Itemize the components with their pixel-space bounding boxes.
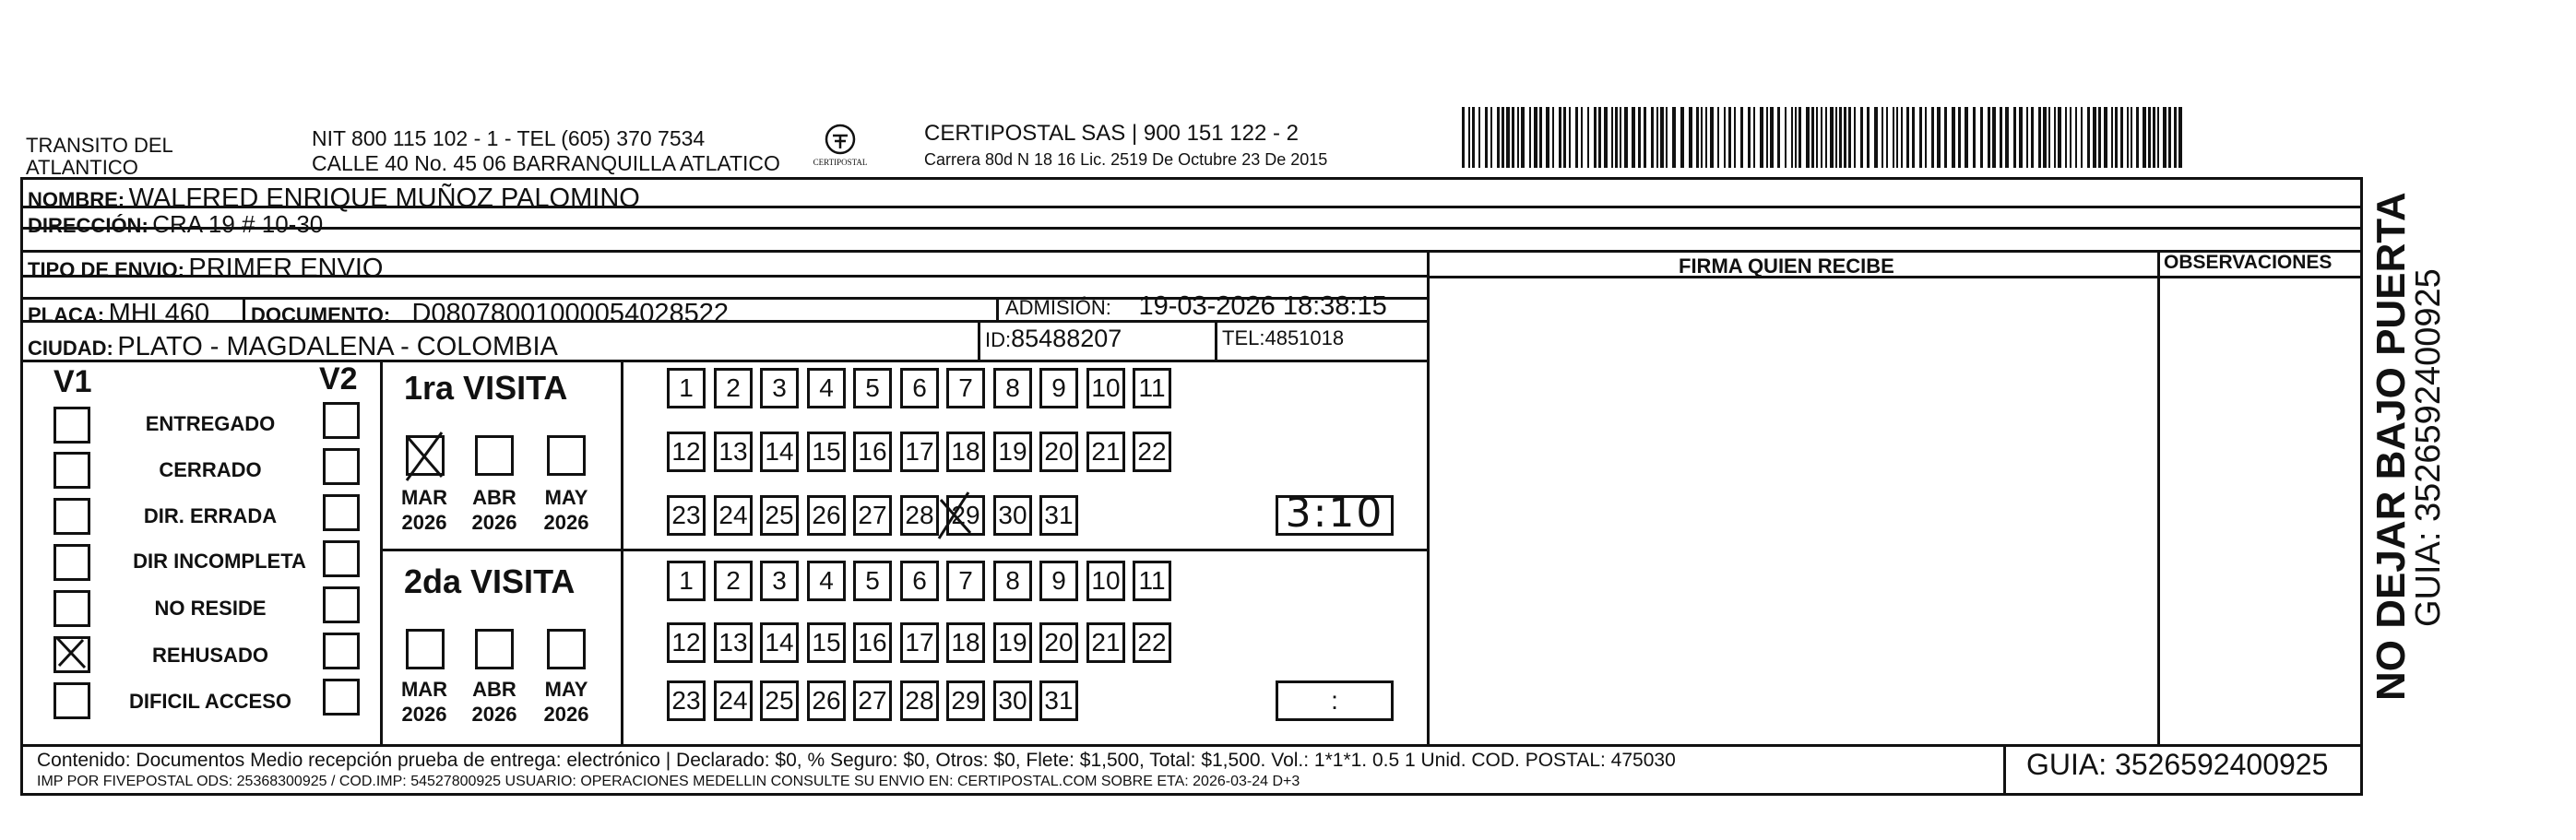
visit2-day-7[interactable]: 7 [946,561,985,601]
visit1-day-11[interactable]: 11 [1133,368,1171,408]
visit1-hour-field[interactable] [1276,490,1394,537]
visit2-day-2[interactable]: 2 [714,561,753,601]
footer-imp: IMP POR FIVEPOSTAL ODS: 25368300925 / COD.IMP: 54527800925 USUARIO: OPERACIONES MEDELLIN CONSULTE SU ENVIO EN: CERTIPOSTAL.COM SOBRE ETA: 2026-03-24 D+3 [37,774,1300,789]
org-name-line2: ATLANTICO [26,156,138,179]
visit2-day-1[interactable]: 1 [667,561,706,601]
visit2-day-20[interactable]: 20 [1039,622,1078,663]
visit2-title: 2da VISITA [404,562,576,600]
placa-label: PLACA: [28,303,105,326]
visit2-day-6[interactable]: 6 [900,561,939,601]
visit1-day-16[interactable]: 16 [853,432,892,472]
visit1-day-7[interactable]: 7 [946,368,985,408]
tipo-envio-label: TIPO DE ENVIO: [28,258,184,281]
visit1-day-10[interactable]: 10 [1086,368,1125,408]
visit2-month-abr-label: ABR 2026 [471,678,517,726]
visit2-day-19[interactable]: 19 [993,622,1032,663]
visit1-day-18[interactable]: 18 [946,432,985,472]
id-value: 85488207 [1011,325,1122,352]
visit1-day-27-cross-icon [932,487,976,542]
side-guia: GUIA: 3526592400925 [2409,268,2448,627]
visit2-day-26[interactable]: 26 [807,680,846,721]
status-dir-errada: DIR. ERRADA [143,504,278,527]
visit1-day-19[interactable]: 19 [993,432,1032,472]
visit1-day-31[interactable]: 31 [1039,495,1078,536]
documento-cell [251,299,729,329]
visit2-day-4[interactable]: 4 [807,561,846,601]
header-nit: NIT 800 115 102 - 1 - TEL (605) 370 7534 [312,126,706,150]
visit1-day-8[interactable]: 8 [993,368,1032,408]
header-company: CERTIPOSTAL SAS | 900 151 122 - 2 [924,121,1299,146]
visit2-day-11[interactable]: 11 [1133,561,1171,601]
visit1-day-6[interactable]: 6 [900,368,939,408]
visit2-hour-value: : [1331,686,1338,715]
visit2-day-10[interactable]: 10 [1086,561,1125,601]
status-entregado: ENTREGADO [145,412,276,435]
id-cell [985,325,1122,353]
visit2-day-24[interactable]: 24 [714,680,753,721]
visit1-day-25[interactable]: 25 [760,495,799,536]
visit1-day-3[interactable]: 3 [760,368,799,408]
visit2-day-21[interactable]: 21 [1086,622,1125,663]
visit1-hour-value: 3:10 [1285,490,1384,537]
visit1-day-13[interactable]: 13 [714,432,753,472]
org-name-line1: TRANSITO DEL [26,134,173,157]
visit1-day-17[interactable]: 17 [900,432,939,472]
visit2-day-25[interactable]: 25 [760,680,799,721]
visit1-day-5[interactable]: 5 [853,368,892,408]
footer-guia: GUIA: 3526592400925 [2026,748,2329,781]
side-warning: NO DEJAR BAJO PUERTA [2368,192,2414,701]
admision-cell [1005,291,1387,322]
visit2-day-28[interactable]: 28 [900,680,939,721]
visit2-day-17[interactable]: 17 [900,622,939,663]
visit1-month-may-label: MAY 2026 [543,486,589,534]
visit1-month-mar-label: MAR 2026 [400,486,448,534]
ciudad-label: CIUDAD: [28,337,113,360]
nombre-label: NOMBRE: [28,188,125,211]
barcode [1462,107,2183,168]
tel-value: 4851018 [1264,326,1345,349]
visit2-month-may-checkbox[interactable] [547,629,586,669]
v1-no-reside-checkbox[interactable] [53,590,90,627]
visit1-day-15[interactable]: 15 [807,432,846,472]
visit2-day-13[interactable]: 13 [714,622,753,663]
direccion-label: DIRECCIÓN: [28,214,148,237]
v1-label: V1 [53,364,92,399]
admision-label: ADMISIÓN: [1005,296,1111,319]
visit2-month-mar-checkbox[interactable] [406,629,445,669]
tipo-envio-row [28,254,383,284]
v1-dir-errada-checkbox[interactable] [53,498,90,535]
ciudad-row [28,332,558,362]
v1-rehusado-checkbox[interactable] [53,636,90,673]
visit1-month-mar-checkbox[interactable] [406,435,445,476]
visit2-month-abr-checkbox[interactable] [475,629,514,669]
visit1-month-may-checkbox[interactable] [547,435,586,476]
visit2-day-27[interactable]: 27 [853,680,892,721]
visit2-day-3[interactable]: 3 [760,561,799,601]
visit1-day-21[interactable]: 21 [1086,432,1125,472]
visit2-day-12[interactable]: 12 [667,622,706,663]
visit2-day-14[interactable]: 14 [760,622,799,663]
visit1-day-26[interactable]: 26 [807,495,846,536]
tel-label: TEL: [1222,326,1265,349]
status-dir-incompleta: DIR INCOMPLETA [133,550,306,573]
direccion-row [28,210,323,239]
visit2-day-22[interactable]: 22 [1133,622,1171,663]
tipo-envio-value: PRIMER ENVIO [188,254,384,283]
visit2-day-23[interactable]: 23 [667,680,706,721]
visit1-day-14[interactable]: 14 [760,432,799,472]
footer-contenido: Contenido: Documentos Medio recepción prueba de entrega: electrónico | Declarado: $0, % Seguro: $0, Otros: $0, Flete: $1,500, Total: $1,500. Vol.: 1*1*1. 0.5 1 Unid. COD. POSTAL: 475030 [37,750,1676,771]
placa-cell [28,299,209,329]
admision-value: 19-03-2026 18:38:15 [1138,291,1387,321]
visit1-day-24[interactable]: 24 [714,495,753,536]
check-mark-icon [401,425,457,484]
observaciones-label: OBSERVACIONES [2164,252,2333,273]
visit1-day-12[interactable]: 12 [667,432,706,472]
header-address: CALLE 40 No. 45 06 BARRANQUILLA ATLATICO [312,151,780,175]
id-label: ID: [985,328,1012,351]
visit2-month-may-label: MAY 2026 [543,678,589,726]
nombre-value: WALFRED ENRIQUE MUÑOZ PALOMINO [128,183,640,213]
visit2-day-31[interactable]: 31 [1039,680,1078,721]
status-rehusado: REHUSADO [152,644,268,667]
visit1-month-abr-checkbox[interactable] [475,435,514,476]
visit2-day-29[interactable]: 29 [946,680,985,721]
visit1-month-abr-label: ABR 2026 [471,486,517,534]
visit2-month-mar-label: MAR 2026 [400,678,448,726]
visit2-day-9[interactable]: 9 [1039,561,1078,601]
status-dificil-acceso: DIFICIL ACCESO [128,690,291,713]
v1-cerrado-checkbox[interactable] [53,452,90,489]
visit2-day-5[interactable]: 5 [853,561,892,601]
certipostal-logo [807,123,873,178]
visit1-day-29[interactable]: 29 [946,495,985,536]
v1-dificil-acceso-checkbox[interactable] [53,682,90,719]
documento-label: DOCUMENTO: [251,303,391,326]
v2-label: V2 [319,361,358,396]
v1-entregado-checkbox[interactable] [53,407,90,444]
status-no-reside: NO RESIDE [154,597,267,620]
visit1-day-22[interactable]: 22 [1133,432,1171,472]
direccion-value: CRA 19 # 10-30 [152,210,324,238]
visit2-day-18[interactable]: 18 [946,622,985,663]
visit1-day-20[interactable]: 20 [1039,432,1078,472]
documento-value: D08078001000054028522 [411,299,729,328]
placa-value: MHL460 [108,299,210,328]
tel-cell [1222,326,1344,350]
visit1-day-30[interactable]: 30 [993,495,1032,536]
logo-text: CERTIPOSTAL [813,158,868,167]
visit1-title: 1ra VISITA [404,369,568,407]
visit2-day-16[interactable]: 16 [853,622,892,663]
status-cerrado: CERRADO [159,458,262,481]
ciudad-value: PLATO - MAGDALENA - COLOMBIA [117,332,558,361]
visit2-hour-field[interactable] [1276,680,1394,721]
visit2-day-15[interactable]: 15 [807,622,846,663]
visit1-day-27[interactable]: 27 [853,495,892,536]
header-license: Carrera 80d N 18 16 Lic. 2519 De Octubre 23 De 2015 [924,150,1328,169]
visit2-day-30[interactable]: 30 [993,680,1032,721]
v1-dir-incompleta-checkbox[interactable] [53,544,90,581]
visit1-day-9[interactable]: 9 [1039,368,1078,408]
visit1-day-4[interactable]: 4 [807,368,846,408]
visit1-day-1[interactable]: 1 [667,368,706,408]
visit1-day-28[interactable]: 28 [900,495,939,536]
visit1-day-2[interactable]: 2 [714,368,753,408]
check-mark-icon [52,634,89,671]
visit1-day-23[interactable]: 23 [667,495,706,536]
visit2-day-8[interactable]: 8 [993,561,1032,601]
firma-label: FIRMA QUIEN RECIBE [1679,254,1894,278]
